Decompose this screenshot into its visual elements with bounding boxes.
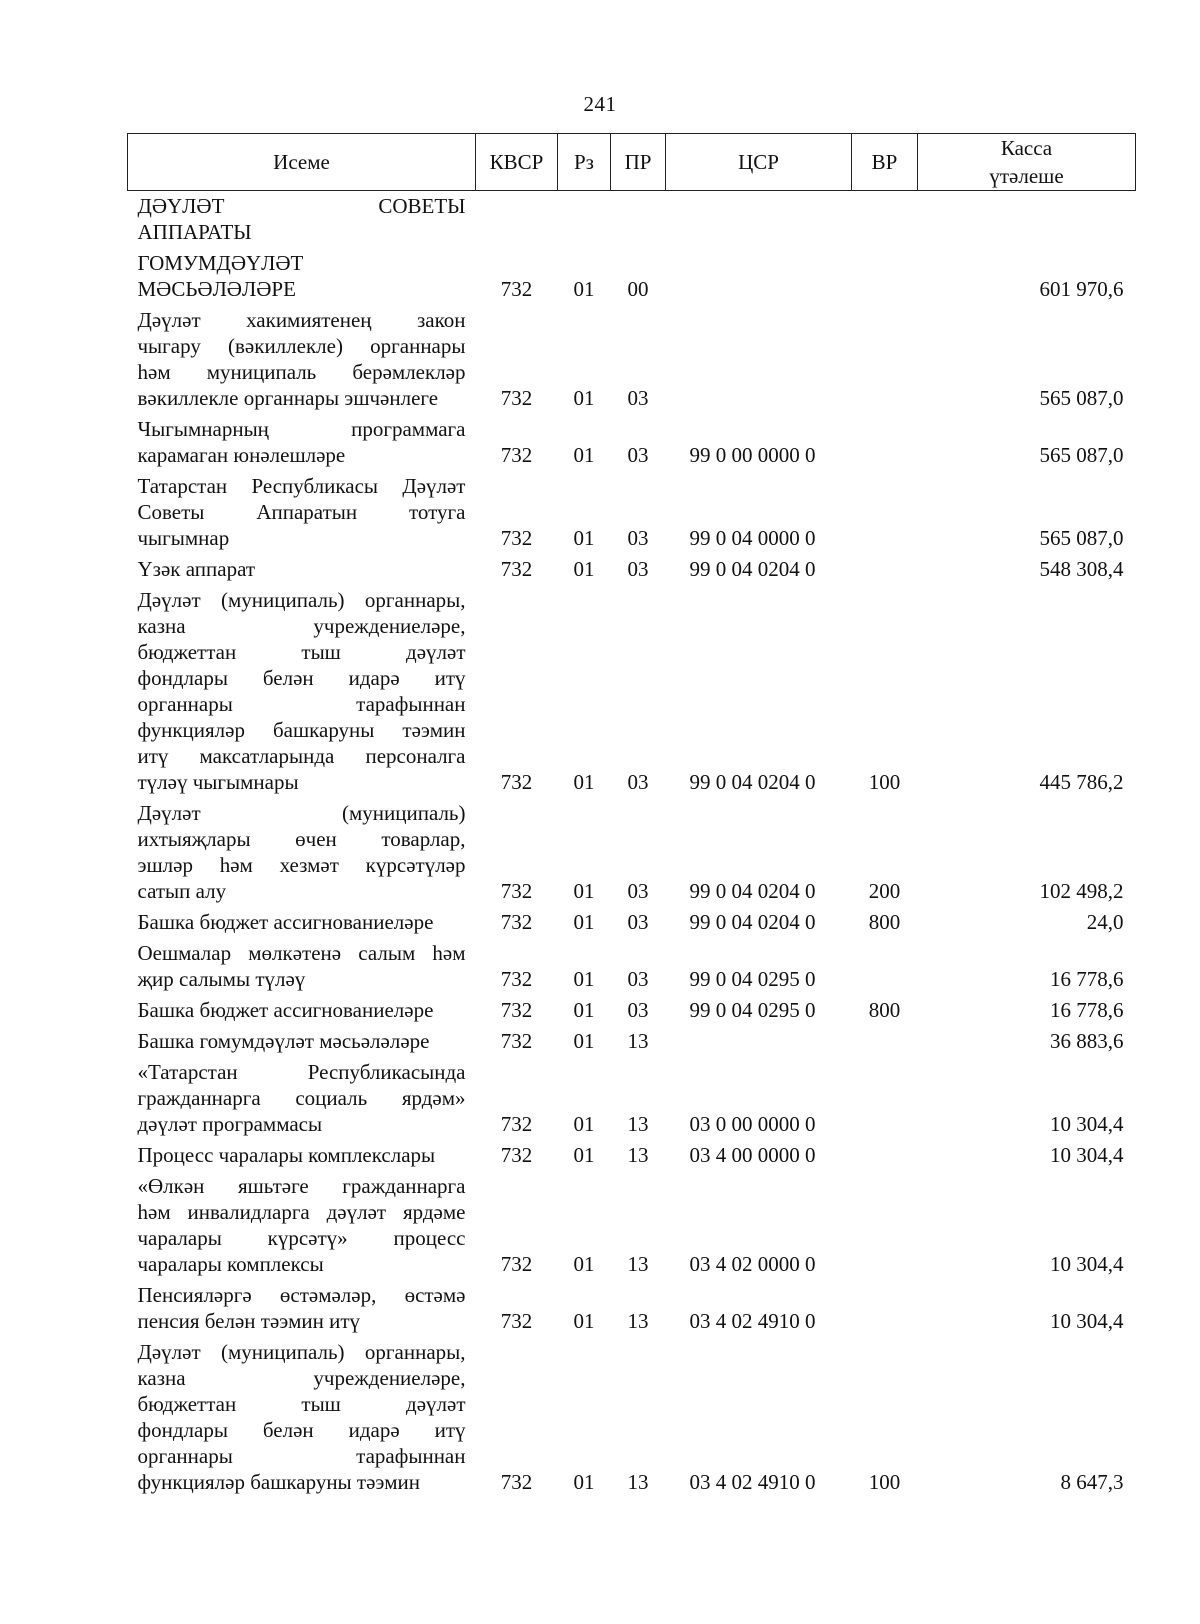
row-vr: 200 xyxy=(868,879,901,903)
row-name-line: Үзәк аппарат xyxy=(137,557,256,581)
row-name-line: фондлары белән идарә итү xyxy=(137,666,466,690)
row-vr xyxy=(852,938,918,995)
row-amount: 24,0 xyxy=(1086,910,1124,934)
row-vr xyxy=(852,1171,918,1280)
row-name-line: Дәүләт (муниципаль) xyxy=(137,801,466,825)
row-kvsr: 732 xyxy=(500,1470,533,1494)
row-name-line: казна учреждениеләре, xyxy=(137,614,466,638)
row-name xyxy=(128,585,476,798)
row-csr: 99 0 04 0204 0 xyxy=(689,557,816,581)
row-vr xyxy=(852,1026,918,1057)
row-name-line: итү максатларында персоналга xyxy=(137,744,466,768)
row-name-line: чаралары күрсәтү» процесс xyxy=(137,1226,466,1250)
row-csr: 99 0 00 0000 0 xyxy=(689,443,816,467)
header-pr: ПР xyxy=(611,134,666,191)
row-name-line: һәм инвалидларга дәүләт ярдәме xyxy=(137,1200,466,1224)
row-name-line: ГОМУМДӘҮЛӘТ xyxy=(137,251,304,275)
row-pr: 03 xyxy=(627,386,649,410)
row-rz: 01 xyxy=(573,1470,595,1494)
row-csr xyxy=(666,1026,852,1057)
page-number: 241 xyxy=(583,92,617,116)
row-name-line: ДӘҮЛӘТ СОВЕТЫ xyxy=(137,194,466,218)
row-kvsr: 732 xyxy=(500,1029,533,1053)
row-pr: 03 xyxy=(627,967,649,991)
row-name-line: дәүләт программасы xyxy=(137,1112,323,1136)
row-vr xyxy=(852,1057,918,1140)
table-row xyxy=(128,938,1136,995)
row-kvsr: 732 xyxy=(500,770,533,794)
row-rz: 01 xyxy=(573,910,595,934)
row-csr: 03 4 02 0000 0 xyxy=(689,1252,816,1276)
row-name xyxy=(128,907,476,938)
row-name-line: Процесс чаралары комплекслары xyxy=(137,1143,436,1167)
table-body xyxy=(128,191,1136,1499)
row-amount: 10 304,4 xyxy=(1050,1143,1124,1167)
row-amount: 16 778,6 xyxy=(1050,967,1124,991)
table-row xyxy=(128,554,1136,585)
table-row xyxy=(128,1280,1136,1337)
row-name-line: функцияләр башкаруны тәэмин xyxy=(137,718,466,742)
row-pr: 13 xyxy=(627,1143,649,1167)
row-csr: 99 0 04 0295 0 xyxy=(689,967,816,991)
table-row xyxy=(128,305,1136,414)
row-name-line: Дәүләт (муниципаль) органнары, xyxy=(137,1340,466,1364)
row-name-line: вәкиллекле органнары эшчәнлеге xyxy=(137,386,439,410)
row-amount: 10 304,4 xyxy=(1050,1252,1124,1276)
row-name-line: бюджеттан тыш дәүләт xyxy=(137,1392,466,1416)
row-pr: 00 xyxy=(627,277,649,301)
row-name-line: Дәүләт (муниципаль) органнары, xyxy=(137,588,466,612)
row-kvsr xyxy=(476,191,558,249)
row-rz: 01 xyxy=(573,1029,595,1053)
row-csr: 99 0 04 0204 0 xyxy=(689,879,816,903)
row-amount: 102 498,2 xyxy=(1039,879,1124,903)
row-vr xyxy=(852,471,918,554)
row-amount: 8 647,3 xyxy=(1060,1470,1124,1494)
row-name-line: казна учреждениеләре, xyxy=(137,1366,466,1390)
row-pr: 03 xyxy=(627,526,649,550)
row-name xyxy=(128,554,476,585)
row-name-line: түләү чыгымнары xyxy=(137,770,299,794)
row-name-line: Пенсияләргә өстәмәләр, өстәмә xyxy=(137,1283,466,1307)
row-csr: 99 0 04 0295 0 xyxy=(689,998,816,1022)
row-vr xyxy=(852,554,918,585)
row-amount: 36 883,6 xyxy=(1050,1029,1124,1053)
row-name-line: функцияләр башкаруны тәэмин xyxy=(137,1470,421,1494)
row-pr: 13 xyxy=(627,1470,649,1494)
row-name xyxy=(128,1171,476,1280)
row-csr: 99 0 04 0204 0 xyxy=(689,910,816,934)
row-name-line: фондлары белән идарә итү xyxy=(137,1418,466,1442)
row-name-line: бюджеттан тыш дәүләт xyxy=(137,640,466,664)
row-name-line: чаралары комплексы xyxy=(137,1252,324,1276)
row-name-line: чыгару (вәкиллекле) органнары xyxy=(137,334,466,358)
row-vr xyxy=(852,1280,918,1337)
row-name-line: Оешмалар мөлкәтенә салым һәм xyxy=(137,941,466,965)
row-name xyxy=(128,1026,476,1057)
row-rz: 01 xyxy=(573,967,595,991)
row-name-line: гражданнарга социаль ярдәм» xyxy=(137,1086,466,1110)
table-header xyxy=(128,134,1136,191)
row-kvsr: 732 xyxy=(500,386,533,410)
row-pr: 13 xyxy=(627,1309,649,1333)
row-name-line: пенсия белән тәэмин итү xyxy=(137,1309,361,1333)
header-amount-line1: Касса xyxy=(1000,136,1053,160)
header-csr: ЦСР xyxy=(666,134,852,191)
row-name-line: Татарстан Республикасы Дәүләт xyxy=(137,474,466,498)
row-name-line: «Татарстан Республикасында xyxy=(137,1060,466,1084)
row-name-line: җир салымы түләү xyxy=(137,967,306,991)
row-csr xyxy=(666,248,852,305)
table-row xyxy=(128,1140,1136,1171)
row-csr: 99 0 04 0204 0 xyxy=(689,770,816,794)
row-amount: 601 970,6 xyxy=(1039,277,1124,301)
row-kvsr: 732 xyxy=(500,1143,533,1167)
row-name-line: һәм муниципаль берәмлекләр xyxy=(137,360,466,384)
row-name xyxy=(128,995,476,1026)
row-pr: 03 xyxy=(627,910,649,934)
row-rz: 01 xyxy=(573,1112,595,1136)
table-row xyxy=(128,1057,1136,1140)
row-csr: 03 0 00 0000 0 xyxy=(689,1112,816,1136)
row-rz: 01 xyxy=(573,1252,595,1276)
header-amount-line2: үтәлеше xyxy=(989,164,1064,188)
row-name xyxy=(128,305,476,414)
row-name-line: Чыгымнарның программага xyxy=(137,417,466,441)
row-rz: 01 xyxy=(573,998,595,1022)
row-vr xyxy=(852,191,918,249)
row-vr xyxy=(852,305,918,414)
row-vr: 800 xyxy=(868,910,901,934)
table-row xyxy=(128,798,1136,907)
row-name xyxy=(128,248,476,305)
row-csr: 03 4 02 4910 0 xyxy=(689,1309,816,1333)
row-name-line: МӘСЬӘЛӘЛӘРЕ xyxy=(137,277,296,301)
row-vr: 800 xyxy=(868,998,901,1022)
row-vr: 100 xyxy=(868,1470,901,1494)
row-rz: 01 xyxy=(573,526,595,550)
row-pr: 03 xyxy=(627,557,649,581)
row-rz: 01 xyxy=(573,557,595,581)
row-name-line: Башка бюджет ассигнованиеләре xyxy=(137,910,434,934)
row-name-line: АППАРАТЫ xyxy=(137,220,252,244)
row-name xyxy=(128,471,476,554)
row-csr: 99 0 04 0000 0 xyxy=(689,526,816,550)
row-rz xyxy=(558,191,611,249)
row-name-line: Башка бюджет ассигнованиеләре xyxy=(137,998,434,1022)
row-kvsr: 732 xyxy=(500,557,533,581)
row-amount: 16 778,6 xyxy=(1050,998,1124,1022)
row-name-line: ихтыяҗлары өчен товарлар, xyxy=(137,827,466,851)
row-name-line: эшләр һәм хезмәт күрсәтүләр xyxy=(137,853,466,877)
row-vr xyxy=(852,414,918,471)
row-amount: 445 786,2 xyxy=(1039,770,1124,794)
row-rz: 01 xyxy=(573,277,595,301)
row-name xyxy=(128,1337,476,1498)
row-name-line: карамаган юнәлешләре xyxy=(137,443,346,467)
row-csr: 03 4 00 0000 0 xyxy=(689,1143,816,1167)
header-amount xyxy=(918,134,1136,191)
table-row xyxy=(128,1026,1136,1057)
row-vr: 100 xyxy=(868,770,901,794)
row-name xyxy=(128,938,476,995)
row-rz: 01 xyxy=(573,443,595,467)
row-rz: 01 xyxy=(573,386,595,410)
row-amount: 565 087,0 xyxy=(1039,526,1124,550)
row-name xyxy=(128,1057,476,1140)
row-name xyxy=(128,798,476,907)
header-name: Исеме xyxy=(128,134,476,191)
table-row xyxy=(128,585,1136,798)
row-name xyxy=(128,1280,476,1337)
table-row xyxy=(128,1171,1136,1280)
row-rz: 01 xyxy=(573,770,595,794)
row-vr xyxy=(852,1140,918,1171)
row-pr: 03 xyxy=(627,998,649,1022)
table-row xyxy=(128,907,1136,938)
row-pr: 03 xyxy=(627,879,649,903)
row-kvsr: 732 xyxy=(500,526,533,550)
row-name-line: сатып алу xyxy=(137,879,227,903)
row-name-line: чыгымнар xyxy=(137,526,230,550)
row-amount: 10 304,4 xyxy=(1050,1309,1124,1333)
row-pr: 13 xyxy=(627,1112,649,1136)
row-name-line: Башка гомумдәүләт мәсьәләләре xyxy=(137,1029,430,1053)
row-kvsr: 732 xyxy=(500,967,533,991)
table-row xyxy=(128,471,1136,554)
row-name-line: Советы Аппаратын тотуга xyxy=(137,500,466,524)
row-name xyxy=(128,1140,476,1171)
row-name xyxy=(128,414,476,471)
table-row xyxy=(128,414,1136,471)
row-name-line: органнары тарафыннан xyxy=(137,692,466,716)
row-amount xyxy=(918,191,1136,249)
row-name-line: «Өлкән яшьтәге гражданнарга xyxy=(137,1174,466,1198)
row-kvsr: 732 xyxy=(500,1252,533,1276)
row-csr: 03 4 02 4910 0 xyxy=(689,1470,816,1494)
row-pr xyxy=(611,191,666,249)
row-kvsr: 732 xyxy=(500,1309,533,1333)
row-rz: 01 xyxy=(573,1309,595,1333)
row-amount: 10 304,4 xyxy=(1050,1112,1124,1136)
table-row xyxy=(128,191,1136,249)
row-name-line: Дәүләт хакимиятенең закон xyxy=(137,308,466,332)
row-kvsr: 732 xyxy=(500,879,533,903)
row-pr: 13 xyxy=(627,1252,649,1276)
row-vr xyxy=(852,248,918,305)
header-vr: ВР xyxy=(852,134,918,191)
row-pr: 03 xyxy=(627,770,649,794)
row-amount: 548 308,4 xyxy=(1039,557,1124,581)
row-csr xyxy=(666,305,852,414)
row-kvsr: 732 xyxy=(500,277,533,301)
table-row xyxy=(128,1337,1136,1498)
row-kvsr: 732 xyxy=(500,1112,533,1136)
row-rz: 01 xyxy=(573,1143,595,1167)
header-kvsr: КВСР xyxy=(476,134,558,191)
header-rz: Рз xyxy=(558,134,611,191)
row-pr: 13 xyxy=(627,1029,649,1053)
table-row xyxy=(128,995,1136,1026)
row-name-line: органнары тарафыннан xyxy=(137,1444,466,1468)
row-csr xyxy=(666,191,852,249)
row-kvsr: 732 xyxy=(500,443,533,467)
budget-table xyxy=(127,133,1136,1498)
row-name xyxy=(128,191,476,249)
row-pr: 03 xyxy=(627,443,649,467)
row-amount: 565 087,0 xyxy=(1039,443,1124,467)
row-kvsr: 732 xyxy=(500,998,533,1022)
row-amount: 565 087,0 xyxy=(1039,386,1124,410)
row-kvsr: 732 xyxy=(500,910,533,934)
row-rz: 01 xyxy=(573,879,595,903)
table-row xyxy=(128,248,1136,305)
